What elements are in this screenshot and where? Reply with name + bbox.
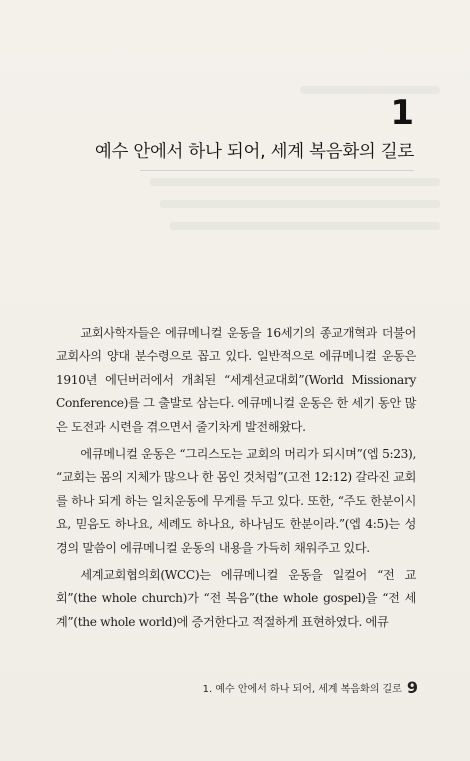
body-text: [56, 322, 416, 638]
paragraph: 에큐메니컬 운동은 “그리스도는 교회의 머리가 되시며”(엡 5:23), “교회는 몸의 지체가 많으나 한 몸인 것처럼”(고전 12:12) 갈라진 교회를 하나 되게 하는 일치운동에 무게를 두고 있다. 또한, “주도 한분이시요, 믿음도 하나요, 세례도 하나요, 하나님도 한분이라.”(엡 4:5)는 성경의 말씀이 에큐메니컬 운동의 내용을 가득히 채워주고 있다.: [56, 447, 416, 555]
chapter-number: 1: [390, 93, 414, 133]
running-title: 1. 예수 안에서 하나 되어, 세계 복음화의 길로: [202, 684, 402, 695]
bleed-through-line: [300, 86, 440, 94]
page-footer: [203, 678, 418, 697]
bleed-through-line: [170, 222, 440, 230]
chapter-title: 예수 안에서 하나 되어, 세계 복음화의 길로: [94, 142, 414, 162]
title-divider: [140, 170, 414, 171]
bleed-through-line: [160, 200, 440, 208]
paragraph: 세계교회협의회(WCC)는 에큐메니컬 운동을 일컬어 “전 교회”(the whole church)가 “전 복음”(the whole gospel)을 “전 세계”(the whole world)에 증거한다고 적절하게 표현하였다. 에큐: [56, 568, 416, 629]
paragraph: 교회사학자들은 에큐메니컬 운동을 16세기의 종교개혁과 더불어 교회사의 양대 분수령으로 꼽고 있다. 일반적으로 에큐메니컬 운동은 1910년 에딘버러에서 개최된 “세계선교대회”(World Missionary Conference)를 그 출발로 삼는다. 에큐메니컬 운동은 한 세기 동안 많은 도전과 시련을 겪으면서 줄기차게 발전해왔다.: [56, 326, 416, 434]
bleed-through-line: [150, 178, 440, 186]
page-number: 9: [406, 678, 418, 697]
